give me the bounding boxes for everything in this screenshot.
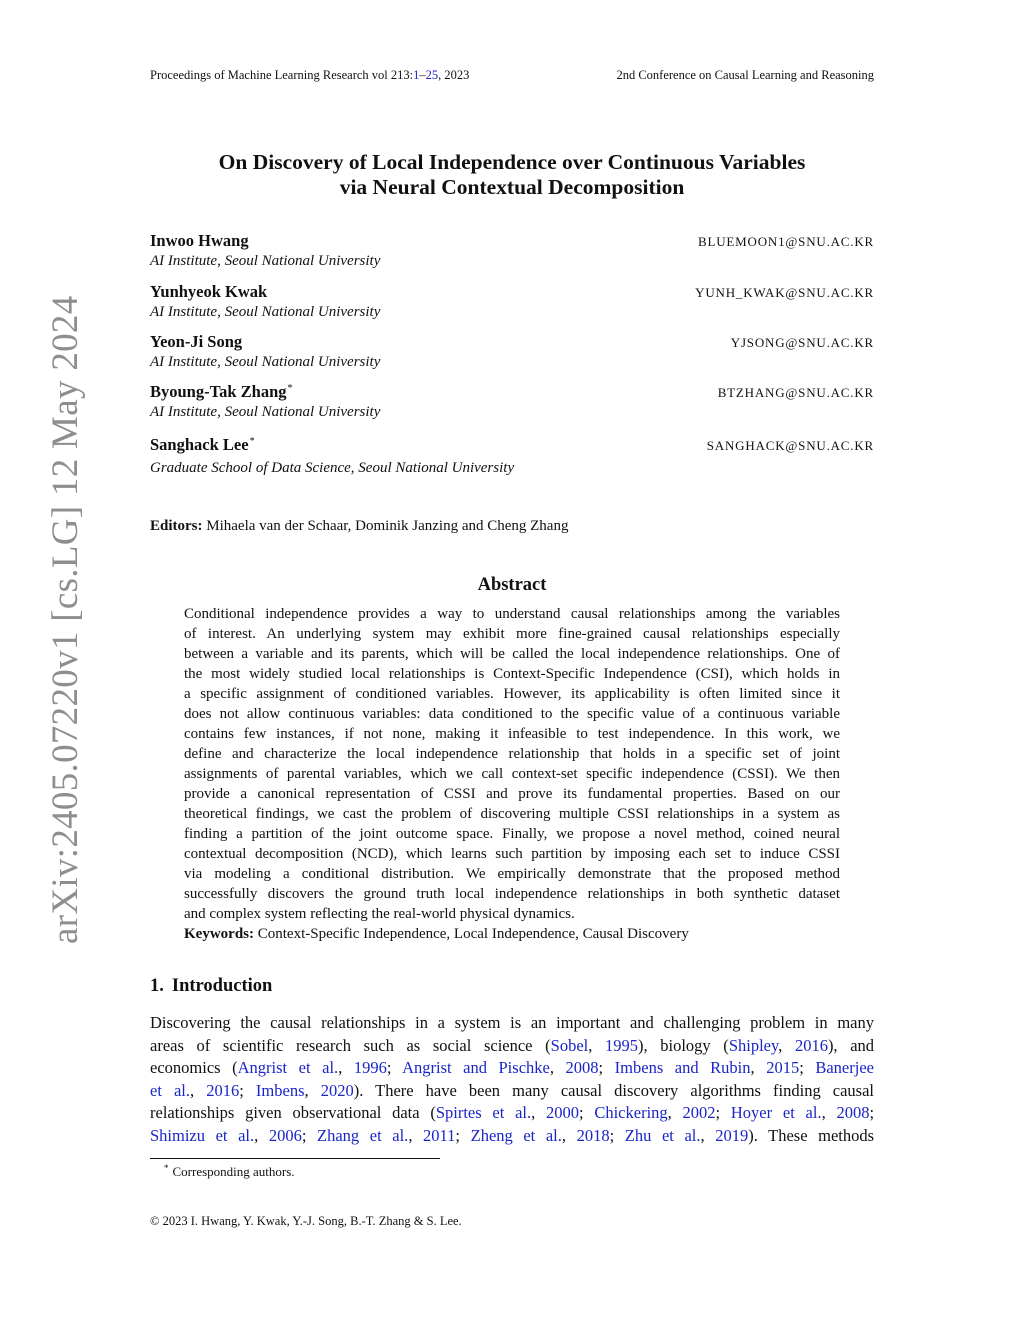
citation-link[interactable]: Angrist et al. bbox=[237, 1058, 339, 1078]
author-name: Sanghack Lee bbox=[150, 435, 249, 454]
citation-link[interactable]: 2019 bbox=[715, 1125, 749, 1145]
abstract-line: of interest. An underlying system may exhibit more fine-grained causal relationships especially bbox=[184, 626, 840, 642]
page-end-link[interactable]: 25 bbox=[425, 68, 439, 82]
abstract-heading: Abstract bbox=[477, 575, 547, 595]
citation-link[interactable]: Zheng et al. bbox=[470, 1125, 562, 1145]
corresponding-mark: * bbox=[249, 436, 255, 447]
author-name: Byoung-Tak Zhang bbox=[150, 382, 287, 401]
citation-link[interactable]: Zhang et al. bbox=[317, 1125, 409, 1145]
citation-link[interactable]: Zhu et al. bbox=[624, 1125, 701, 1145]
author-block bbox=[150, 382, 874, 421]
citation-link[interactable]: Angrist and Pischke bbox=[402, 1058, 550, 1078]
author-email: YJSONG@SNU.AC.KR bbox=[730, 335, 874, 350]
editors-line bbox=[150, 518, 568, 535]
author-email: BLUEMOON1@SNU.AC.KR bbox=[698, 234, 874, 249]
abstract-line: Conditional independence provides a way to understand causal relationships among the variables bbox=[184, 606, 840, 622]
citation-link[interactable]: 2008 bbox=[836, 1103, 870, 1123]
running-header-right: 2nd Conference on Causal Learning and Reasoning bbox=[616, 68, 874, 82]
footnote-rule bbox=[150, 1158, 440, 1159]
footnote bbox=[164, 1163, 295, 1180]
author-name: Yunhyeok Kwak bbox=[150, 282, 268, 301]
abstract-line: successfully discovers the ground truth local independence relationships in both synthetic dataset bbox=[184, 886, 840, 902]
running-header-left: Proceedings of Machine Learning Research vol 213:1–25, 2023 bbox=[150, 68, 470, 82]
abstract-line: provide a canonical representation of CSSI and prove its fundamental properties. Based on our bbox=[184, 786, 840, 802]
author-affiliation: AI Institute, Seoul National University bbox=[150, 253, 381, 269]
citation-link[interactable]: Shipley bbox=[728, 1035, 779, 1055]
intro-line: Discovering the causal relationships in a system is an important and challenging problem in many bbox=[150, 1013, 874, 1032]
abstract-body bbox=[184, 604, 840, 924]
intro-line: et al., 2016; Imbens, 2020). There have been many causal discovery algorithms finding causal bbox=[150, 1080, 875, 1100]
title-line-1: On Discovery of Local Independence over Continuous Variables bbox=[218, 150, 806, 174]
citation-link[interactable]: 2002 bbox=[682, 1103, 716, 1123]
citation-link[interactable]: 1995 bbox=[605, 1035, 638, 1055]
editors-label: Editors: bbox=[150, 518, 203, 534]
abstract-line: contextual decomposition (NCD), which learns such partition by imposing each set to induce CSSI bbox=[184, 846, 840, 862]
citation-link[interactable]: 2015 bbox=[766, 1058, 800, 1078]
author-affiliation: AI Institute, Seoul National University bbox=[150, 404, 381, 420]
citation-link[interactable]: Hoyer et al. bbox=[730, 1103, 822, 1123]
citation-link[interactable]: 2020 bbox=[320, 1080, 354, 1100]
abstract-line: assignments of parental variables, which we call context-set specific independence (CSSI). We then bbox=[184, 766, 840, 782]
title-line-2: via Neural Contextual Decomposition bbox=[339, 175, 685, 199]
citation-link[interactable]: 2006 bbox=[268, 1125, 302, 1145]
citation-link[interactable]: Banerjee bbox=[815, 1058, 874, 1078]
abstract-line: finding a partition of the joint outcome space. Finally, we propose a novel method, coined neural bbox=[184, 826, 840, 842]
author-affiliation: AI Institute, Seoul National University bbox=[150, 354, 381, 370]
citation-link[interactable]: Shimizu et al. bbox=[150, 1125, 255, 1145]
author-block bbox=[150, 231, 874, 270]
citation-link[interactable]: Imbens bbox=[255, 1080, 305, 1100]
copyright-line: © 2023 I. Hwang, Y. Kwak, Y.-J. Song, B.-T. Zhang & S. Lee. bbox=[150, 1214, 462, 1228]
abstract-line: theoretical findings, we cast the problem of discovering multiple CSSI relationships in a system as bbox=[184, 806, 840, 822]
author-name: Inwoo Hwang bbox=[150, 231, 249, 250]
citation-link[interactable]: 2016 bbox=[206, 1080, 240, 1100]
keywords-line bbox=[184, 926, 689, 943]
editors-names: Mihaela van der Schaar, Dominik Janzing and Cheng Zhang bbox=[206, 518, 569, 534]
author-email: SANGHACK@SNU.AC.KR bbox=[706, 438, 874, 453]
citation-link[interactable]: 2018 bbox=[576, 1125, 610, 1145]
paper-title bbox=[150, 150, 874, 200]
abstract-line: a specific assignment of conditioned variables. However, its applicability is often limited since it bbox=[184, 686, 840, 702]
citation-link[interactable]: et al. bbox=[150, 1080, 191, 1100]
author-block bbox=[150, 332, 874, 371]
citation-link[interactable]: Sobel bbox=[550, 1035, 589, 1055]
section-number: 1. bbox=[150, 976, 164, 996]
citation-link[interactable]: Spirtes et al. bbox=[435, 1103, 532, 1123]
intro-line: relationships given observational data (Spirtes et al., 2000; Chickering, 2002; Hoyer et al., 2008; bbox=[150, 1103, 875, 1123]
keywords-label: Keywords: bbox=[184, 926, 254, 942]
author-email: YUNH_KWAK@SNU.AC.KR bbox=[695, 285, 874, 300]
section-heading bbox=[150, 976, 272, 997]
keywords-text: Context-Specific Independence, Local Independence, Causal Discovery bbox=[257, 926, 689, 942]
abstract-line: define and characterize the local independence relationship that holds in a specific set of joint bbox=[184, 746, 840, 762]
citation-link[interactable]: Chickering bbox=[594, 1103, 668, 1123]
footnote-text: Corresponding authors. bbox=[172, 1164, 295, 1179]
abstract-line: contains few instances, if not none, making it infeasible to test independence. In this work, we bbox=[184, 726, 840, 742]
abstract-line: between a variable and its parents, which will be called the local independence relationships. One of bbox=[184, 646, 840, 662]
author-email: BTZHANG@SNU.AC.KR bbox=[717, 385, 874, 400]
intro-line: Shimizu et al., 2006; Zhang et al., 2011; Zheng et al., 2018; Zhu et al., 2019). These methods bbox=[150, 1125, 875, 1145]
abstract-line: and complex system reflecting the real-world physical dynamics. bbox=[184, 906, 575, 922]
section-title: Introduction bbox=[171, 976, 273, 996]
citation-link[interactable]: 2000 bbox=[546, 1103, 579, 1123]
author-affiliation: AI Institute, Seoul National University bbox=[150, 304, 381, 320]
intro-line: economics (Angrist et al., 1996; Angrist and Pischke, 2008; Imbens and Rubin, 2015; Banerjee bbox=[150, 1058, 874, 1078]
citation-link[interactable]: 2008 bbox=[565, 1058, 599, 1078]
citation-link[interactable]: 2016 bbox=[794, 1035, 828, 1055]
arxiv-stamp: arXiv:2405.07220v1 [cs.LG] 12 May 2024 bbox=[45, 295, 86, 944]
intro-paragraph bbox=[150, 1012, 874, 1148]
citation-link[interactable]: Imbens and Rubin bbox=[614, 1058, 751, 1078]
intro-line: areas of scientific research such as social science (Sobel, 1995), biology (Shipley, 2016), and bbox=[150, 1035, 875, 1055]
page-start-link[interactable]: 1 bbox=[413, 68, 420, 82]
citation-link[interactable]: 2011 bbox=[423, 1125, 456, 1145]
footnote-mark: * bbox=[164, 1163, 169, 1173]
citation-link[interactable]: 1996 bbox=[353, 1058, 387, 1078]
author-block bbox=[150, 435, 874, 477]
corresponding-mark: * bbox=[287, 383, 293, 394]
abstract-line: via modeling a conditional distribution. We empirically demonstrate that the proposed method bbox=[184, 866, 840, 882]
author-name: Yeon-Ji Song bbox=[150, 332, 243, 351]
abstract-line: does not allow continuous variables: data conditioned to the specific value of a continuous variable bbox=[184, 706, 840, 722]
author-affiliation: Graduate School of Data Science, Seoul National University bbox=[150, 460, 515, 476]
author-block bbox=[150, 282, 874, 321]
abstract-line: the most widely studied local relationships is Context-Specific Independence (CSI), which holds in bbox=[184, 666, 840, 682]
